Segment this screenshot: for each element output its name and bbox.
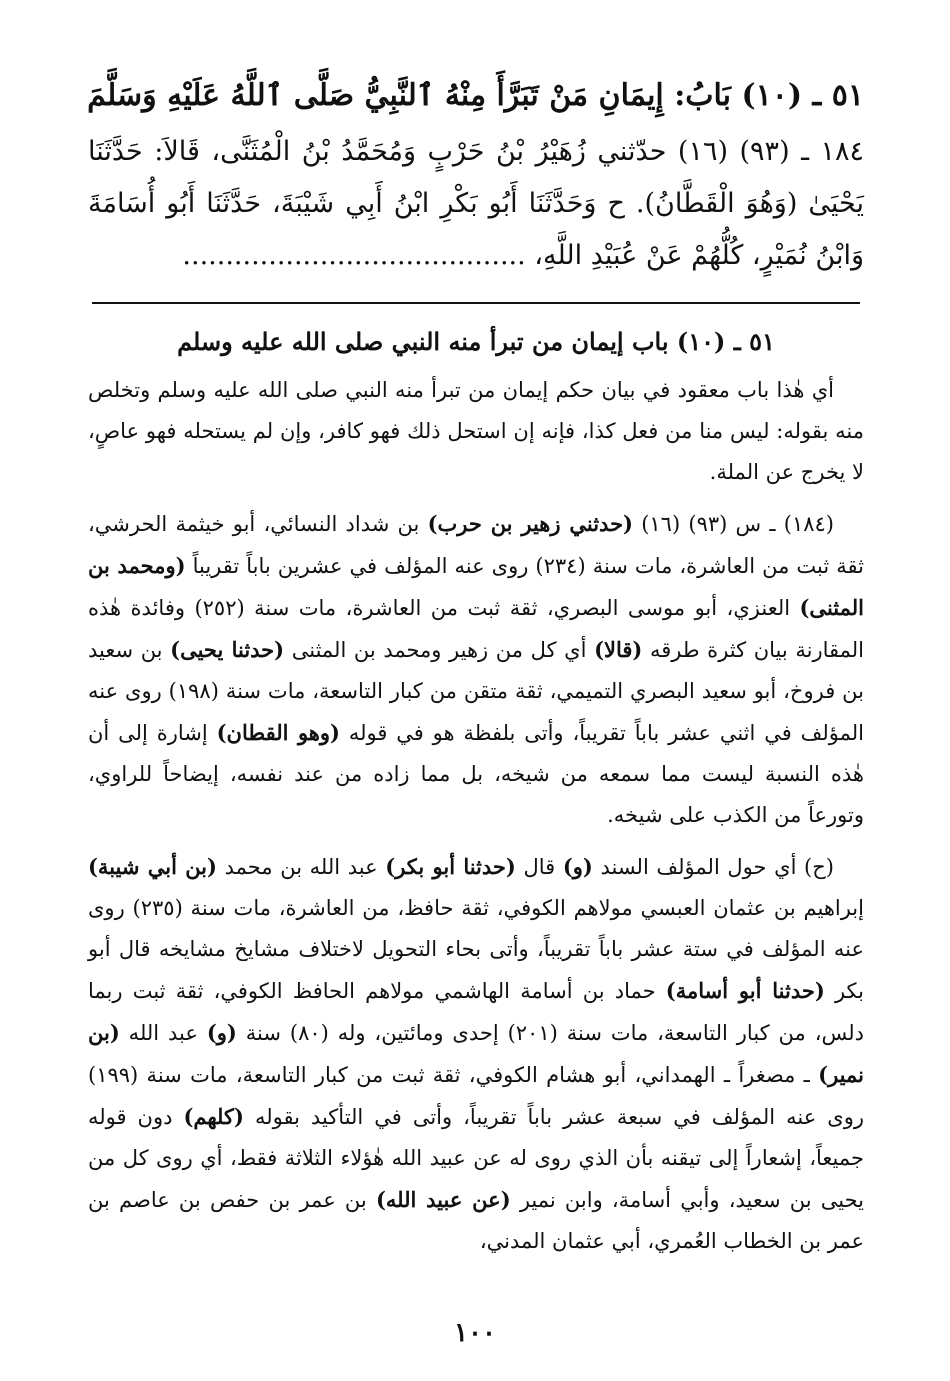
quoted-term: (و) xyxy=(562,854,593,879)
text-run: العنزي، أبو موسى البصري، ثقة ثبت من العاشرة، مات سنة (٢٥٢) وفائدة هٰذه المقارنة بيان كثرة طرقه xyxy=(88,596,864,662)
text-run: إبراهيم بن عثمان العبسي مولاهم الكوفي، ثقة حافظ، من العاشرة، مات سنة (٢٣٥) روى عنه المؤلف في ستة عشر باباً تقريباً، وأتى بحاء التحويل لاختلاف مشايخ مشايخه قال أبو بكر xyxy=(88,896,864,1003)
narrator-name: (حدثنا أبو أسامة) xyxy=(665,978,825,1003)
text-run: (١٨٤) ـ س (٩٣) (١٦) xyxy=(633,512,834,536)
narrator-name: (حدثنا يحيى) xyxy=(170,637,285,662)
narrator-name: (عن عبيد الله) xyxy=(375,1187,511,1212)
commentary-paragraph-3 xyxy=(88,846,864,1262)
text-run: بن شداد النسائي، أبو خيثمة الحرشي، ثقة ثبت من العاشرة، مات سنة (٢٣٤) روى عنه المؤلف في عشرين باباً تقريباً xyxy=(88,512,864,578)
text-run: عبد الله بن محمد xyxy=(216,855,386,879)
narrator-name: (بن نمير) xyxy=(88,1020,864,1087)
text-run: حماد بن أسامة الهاشمي مولاهم الحافظ الكوفي، ثقة ثبت ربما دلس، من كبار التاسعة، مات سنة (٢٠١) إحدى ومائتين، وله (٨٠) سنة xyxy=(88,979,864,1045)
text-run: بن سعيد بن فروخ، أبو سعيد البصري التميمي، ثقة متقن من كبار التاسعة، مات سنة (١٩٨) روى عنه المؤلف في اثني عشر باباً تقريباً، وأتى بلفظة هو في قوله xyxy=(88,638,864,745)
text-run: دون قوله جميعاً، إشعاراً إلى تيقنه بأن الذي روى له عن عبيد الله هٰؤلاء الثلاثة فقط، أي روى كل من يحيى بن سعيد، وأبي أسامة، وابن نمير xyxy=(88,1105,865,1212)
quoted-term: (قالا) xyxy=(594,637,643,662)
quoted-term: (كلهم) xyxy=(183,1104,244,1129)
commentary-chapter-title: ٥١ ـ (١٠) باب إيمان من تبرأ منه النبي صلى الله عليه وسلم xyxy=(177,327,775,356)
quoted-term: (وهو القطان) xyxy=(216,720,340,745)
hadith-text: ١٨٤ ـ (٩٣) (١٦) حدّثني زُهَيْرُ بْنُ حَرْبٍ وَمُحَمَّدُ بْنُ الْمُثَنَّى، قَالاَ: حَدَّثَنَا يَحْيَىٰ (وَهُوَ الْقَطَّانُ). ح وَحَدَّثَنَا أَبُو بَكْرِ ابْنُ أَبِي شَيْبَةَ، حَدَّثَنَا أَبُو أُسَامَةَ وَابْنُ نُمَيْرٍ، كُلُّهُمْ عَنْ عُبَيْدِ اللَّهِ، ........................................ xyxy=(88,136,865,271)
text-run: ـ مصغراً ـ الهمداني، أبو هشام الكوفي، ثقة ثبت من كبار التاسعة، مات سنة (١٩٩) روى عنه المؤلف في سبعة عشر باباً تقريباً، وأتى في التأكيد بقوله xyxy=(88,1063,864,1129)
narrator-name: (ومحمد بن المثنى) xyxy=(88,553,864,620)
page-body xyxy=(88,70,864,1272)
commentary-paragraph-2 xyxy=(88,503,864,836)
text-run: عبد الله xyxy=(119,1021,207,1045)
text-run: (ح) أي حول المؤلف السند xyxy=(592,855,834,879)
narrator-name: (حدثني زهير بن حرب) xyxy=(427,511,633,536)
text-run: أي كل من زهير ومحمد بن المثنى xyxy=(284,638,595,662)
narrator-name: (حدثنا أبو بكر) xyxy=(385,854,516,879)
narrator-name: (بن أبي شيبة) xyxy=(88,854,217,879)
quoted-term: (و) xyxy=(206,1020,237,1045)
text-run: بن عمر بن حفص بن عاصم بن عمر بن الخطاب العُمري، أبي عثمان المدني، xyxy=(88,1188,864,1253)
divider-line xyxy=(92,302,860,304)
commentary-paragraph-1: أي هٰذا باب معقود في بيان حكم إيمان من تبرأ منه النبي صلى الله عليه وسلم وتخلص منه بقوله: ليس منا من فعل كذا، فإنه إن استحل ذلك فهو كافر، وإن لم يستحله فهو عاصٍ، لا يخرج عن الملة. xyxy=(88,378,864,484)
text-run: قال xyxy=(515,855,563,879)
hadith-chapter-title: ٥١ ـ (١٠) بَابُ: إِيمَانِ مَنْ تَبَرَّأَ مِنْهُ ٱلنَّبِيُّ صَلَّى ٱللَّهُ عَلَيْهِ وَسَلَّمَ xyxy=(87,78,864,113)
page-number: ١٠٠ xyxy=(454,1318,496,1348)
text-run: إشارة إلى أن هٰذه النسبة ليست مما سمعه من شيخه، بل مما زاده من عند نفسه، إيضاحاً للراوي، وتورعاً من الكذب على شيخه. xyxy=(88,721,864,827)
